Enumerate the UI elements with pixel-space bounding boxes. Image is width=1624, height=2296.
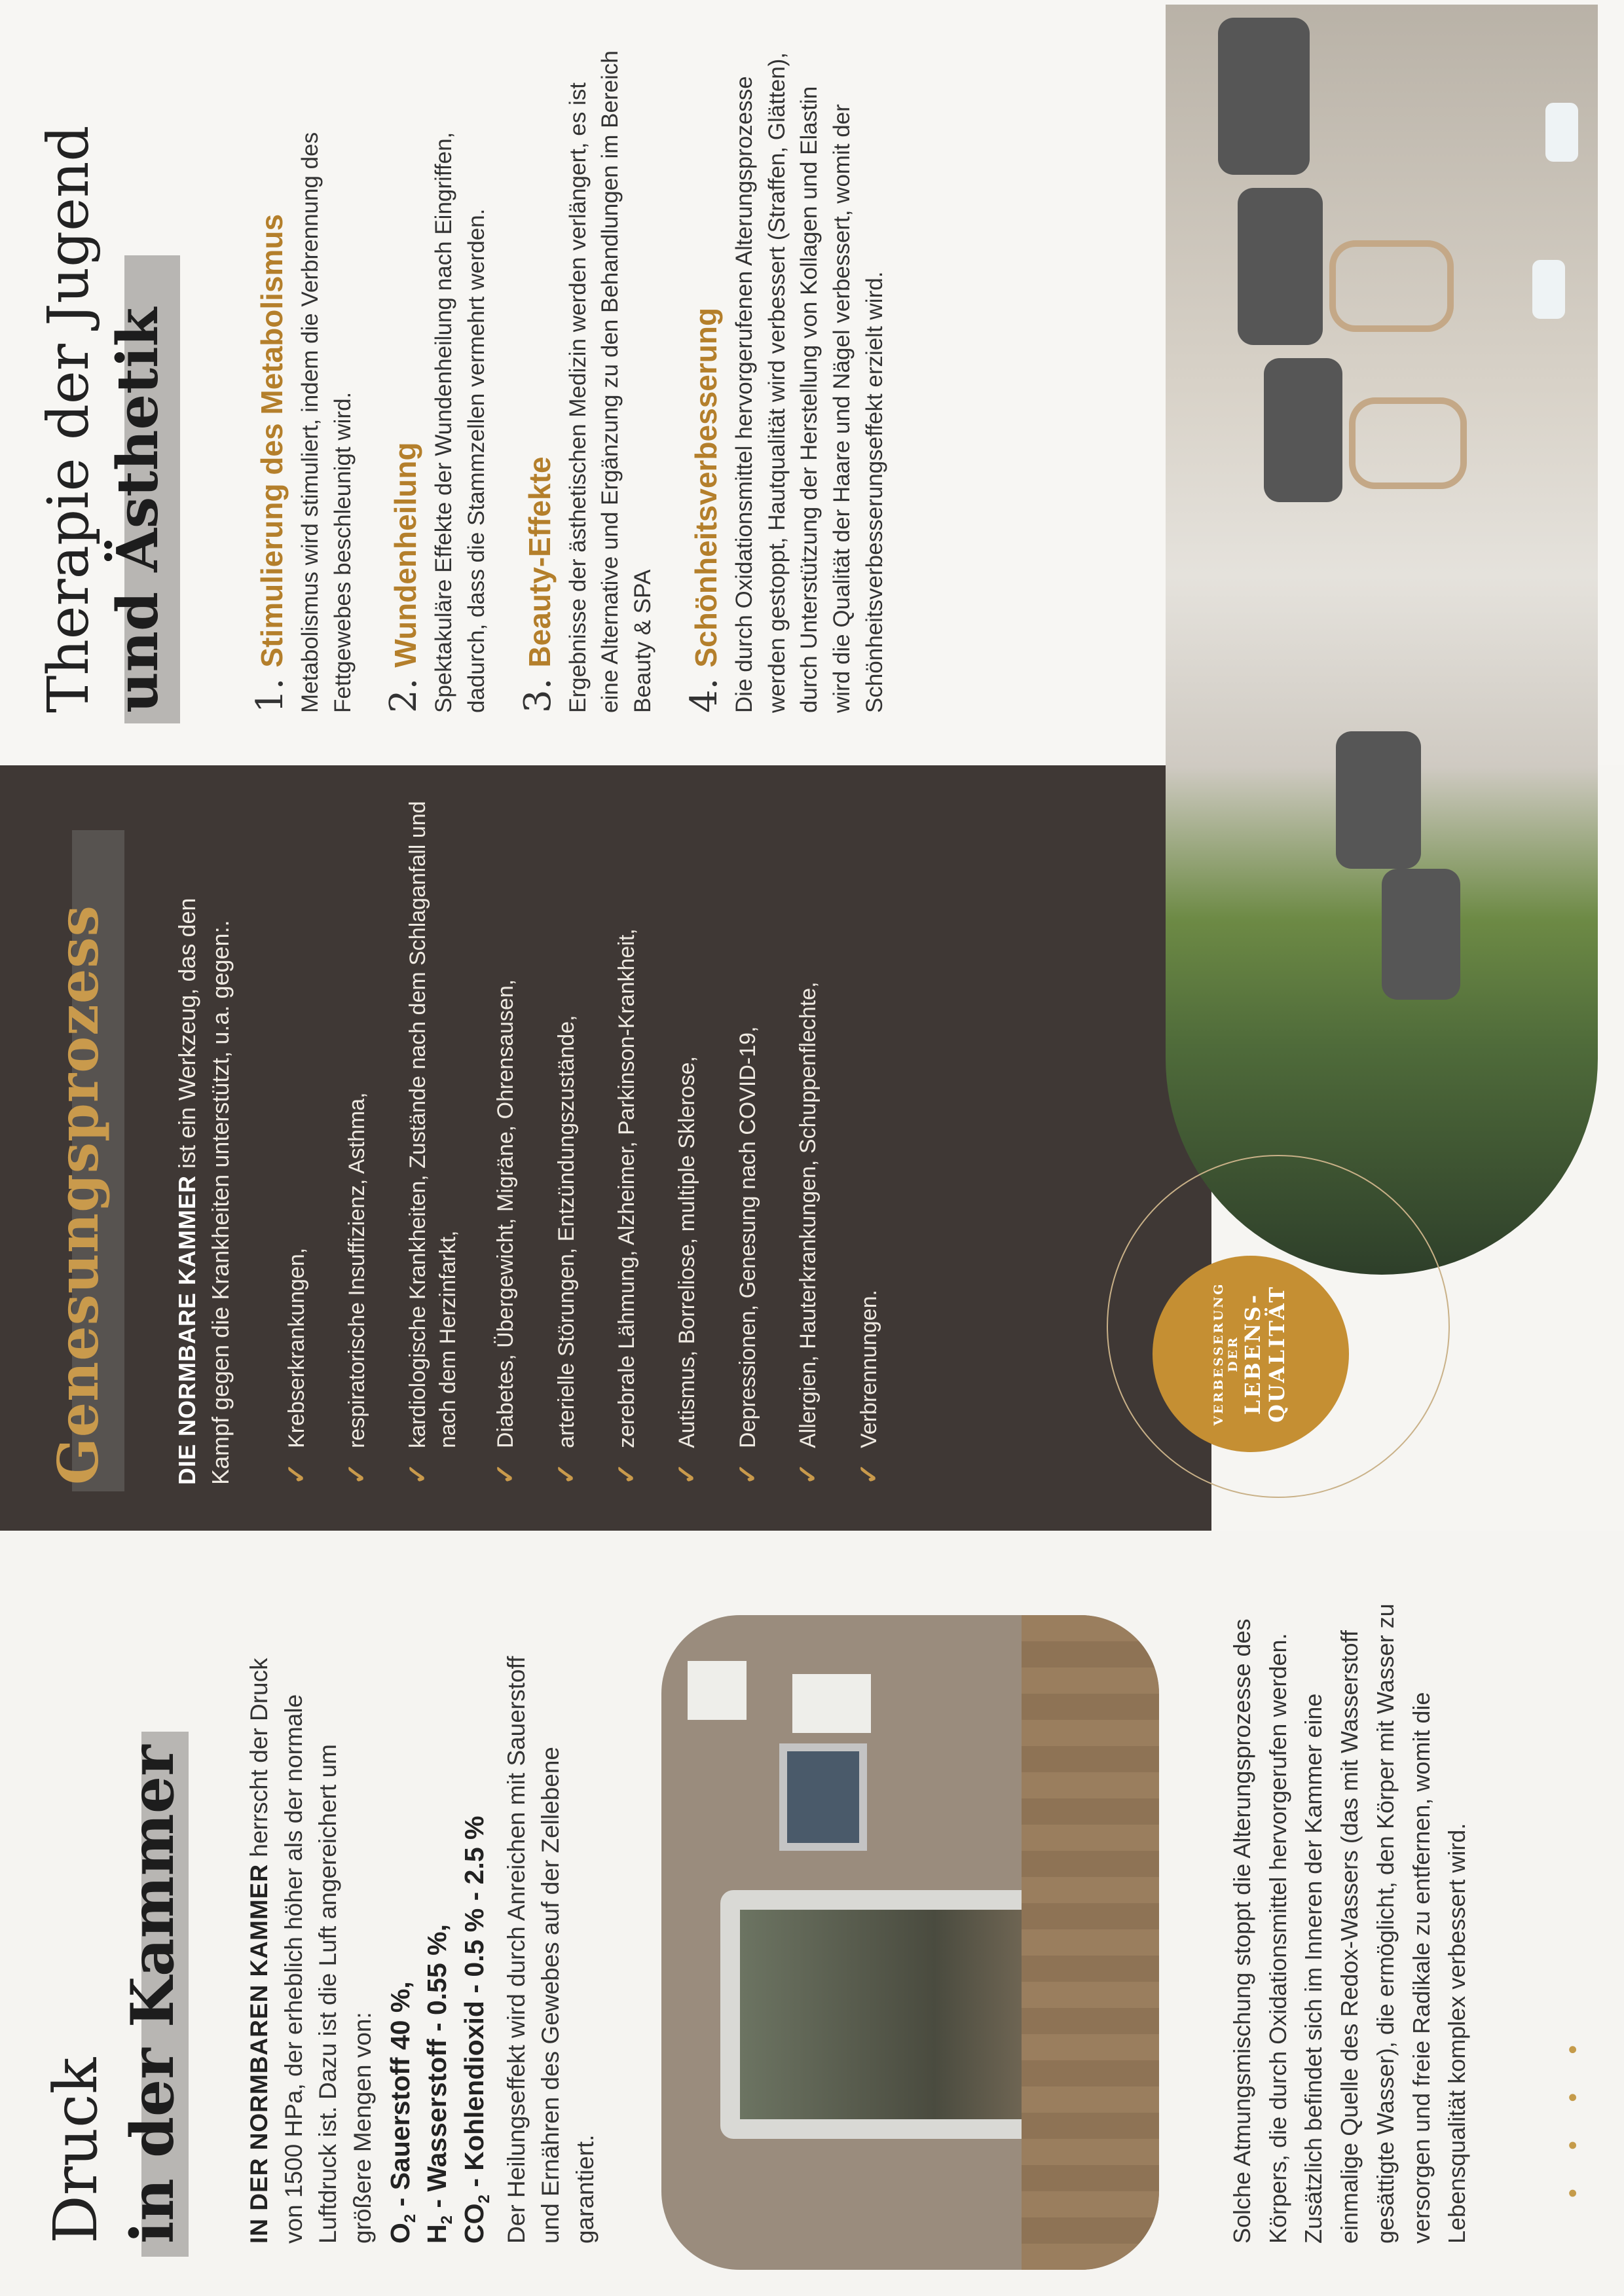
chair-frame bbox=[1349, 397, 1467, 489]
heading-therapie: Therapie der Jugend bbox=[36, 125, 101, 713]
therapy-text: Metabolismus wird stimuliert, indem die Verbrennung des Fettgewebes beschleunigt wird. bbox=[297, 132, 356, 713]
condition-text: Allergien, Hauterkrankungen, Schuppenflechte, bbox=[796, 981, 821, 1448]
condition-text: Diabetes, Übergewicht, Migräne, Ohrensausen, bbox=[493, 979, 519, 1448]
badge-line: QUALITÄT bbox=[1264, 1285, 1289, 1423]
therapy-number: 2. bbox=[382, 678, 426, 713]
list-item bbox=[551, 797, 584, 1485]
list-item bbox=[342, 797, 375, 1485]
left-heading bbox=[41, 1589, 187, 2244]
heading-in-der-kammer: in der Kammer bbox=[118, 1745, 187, 2244]
check-icon: ✓ bbox=[733, 1463, 762, 1485]
quality-badge bbox=[1153, 1256, 1349, 1452]
therapy-label: Schönheitsverbesserung bbox=[688, 307, 723, 668]
mid-intro-text bbox=[170, 830, 237, 1485]
therapy-title bbox=[683, 45, 726, 713]
check-icon: ✓ bbox=[551, 1463, 581, 1485]
condition-text: respiratorische Insuffizienz, Asthma, bbox=[344, 1092, 370, 1448]
check-icon: ✓ bbox=[794, 1463, 823, 1485]
check-icon: ✓ bbox=[491, 1463, 521, 1485]
gas-sub: 2 bbox=[401, 2214, 420, 2223]
condition-text: kardiologische Krankheiten, Zustände nach dem Schlaganfall und nach dem Herzinfarkt, bbox=[405, 801, 461, 1448]
gas-symbol: H bbox=[422, 2224, 452, 2244]
therapy-text: Die durch Oxidationsmittel hervorgerufenen Alterungsprozesse werden gestoppt, Hautqualität wird verbessert (Straffen, Glätten), durch Unterstützung der Herstellung von Kollagen und Elastin wird die Qualität der Haare und Nägel verbessert, womit der Schönheitsverbesserungseffekt erzielt wird. bbox=[731, 52, 887, 713]
list-item bbox=[403, 797, 463, 1485]
gas-sub: 2 bbox=[475, 2195, 493, 2204]
condition-text: Depressionen, Genesung nach COVID-19, bbox=[735, 1026, 760, 1448]
wall-notice bbox=[792, 1674, 871, 1733]
intro-paragraph bbox=[242, 1654, 380, 2244]
chamber-seat bbox=[1336, 731, 1421, 869]
condition-text: Verbrennungen. bbox=[856, 1290, 881, 1448]
list-item bbox=[490, 797, 523, 1485]
heading-bold-wrap bbox=[105, 308, 171, 713]
list-item bbox=[854, 797, 887, 1485]
therapy-number: 1. bbox=[249, 678, 291, 713]
wooden-floor bbox=[1022, 1615, 1159, 2270]
decorative-dots: • • • • bbox=[1559, 2029, 1587, 2198]
chamber-seat bbox=[1382, 869, 1460, 1000]
condition-text: Autismus, Borreliose, multiple Sklerose, bbox=[674, 1055, 700, 1448]
gas-text: - Kohlendioxid - 0.5 % - 2.5 % bbox=[458, 1815, 489, 2195]
heading-bold-wrap bbox=[118, 1745, 187, 2244]
conditions-list bbox=[282, 797, 914, 1485]
intro-text: herrscht der Druck von 1500 HPa, der erheblich höher als der normale Luftdruck ist. Dazu ist die Luft angereichert um größere Mengen von: bbox=[246, 1658, 376, 2244]
check-icon: ✓ bbox=[403, 1463, 432, 1485]
chair-frame bbox=[1329, 240, 1454, 332]
check-icon: ✓ bbox=[612, 1463, 642, 1485]
effect-paragraph: Der Heilungseffekt wird durch Anreichen mit Sauerstoff und Ernähren des Gewebes auf der Zellebene garantiert. bbox=[502, 1656, 599, 2244]
ceiling-light bbox=[1545, 103, 1578, 162]
heading-aesthetik: und Ästhetik bbox=[105, 307, 172, 713]
gas-oxygen bbox=[384, 1654, 420, 2244]
therapy-title bbox=[517, 45, 559, 713]
therapy-number: 3. bbox=[516, 678, 559, 713]
left-bottom-paragraph: Solche Atmungsmischung stoppt die Alterungsprozesse des Körpers, die durch Oxidationsmittel hervorgerufen werden. Zusätzlich befindet sich im Inneren der Kammer eine einmalige Quelle des Redox-Wassers (das mit Wasserstoff gesättigte Wasser), die ermöglicht, den Körper mit Wasser zu versorgen und freie Radikale zu entfernen, womit die Lebensqualität komplex verbessert wird. bbox=[1228, 1603, 1471, 2244]
badge-line: LEBENS- bbox=[1240, 1292, 1266, 1415]
chamber-entrance-photo bbox=[661, 1615, 1159, 2270]
list-item bbox=[672, 797, 705, 1485]
therapy-item bbox=[517, 45, 659, 713]
mid-heading-wrap bbox=[46, 830, 111, 1485]
gas-symbol: CO bbox=[458, 2203, 489, 2244]
chamber-seat bbox=[1218, 18, 1310, 175]
condition-text: zerebrale Lähmung, Alzheimer, Parkinson-Krankheit, bbox=[614, 928, 640, 1448]
intro-text: ist ein Werkzeug, das den Kampf gegen die Krankheiten unterstützt, u.a. gegen:. bbox=[174, 898, 234, 1485]
list-item bbox=[733, 797, 766, 1485]
therapy-label: Beauty-Effekte bbox=[522, 456, 557, 668]
badge-line: VERBESSERUNG bbox=[1211, 1282, 1227, 1426]
gas-sub: 2 bbox=[438, 2215, 456, 2225]
intro-caps: IN DER NORMBAREN KAMMER bbox=[246, 1863, 272, 2244]
check-icon: ✓ bbox=[854, 1463, 883, 1485]
gas-symbol: O bbox=[385, 2223, 416, 2244]
list-item bbox=[793, 797, 826, 1485]
ceiling-light bbox=[1532, 260, 1565, 319]
therapy-label: Wundenheilung bbox=[388, 442, 423, 668]
therapy-title bbox=[249, 45, 291, 713]
chamber-interior-photo bbox=[1166, 5, 1598, 1275]
check-icon: ✓ bbox=[342, 1463, 372, 1485]
gas-text: - Sauerstoff 40 %, bbox=[385, 1981, 416, 2214]
control-panel-screen bbox=[779, 1743, 867, 1851]
gas-text: - Wasserstoff - 0.55 %, bbox=[422, 1923, 452, 2216]
chamber-seat bbox=[1264, 358, 1342, 502]
heading-druck: Druck bbox=[41, 2057, 111, 2244]
left-body-text bbox=[242, 1654, 606, 2244]
therapy-list bbox=[249, 45, 914, 713]
therapy-text: Spektakuläre Effekte der Wundenheilung nach Eingriffen, dadurch, dass die Stammzellen vermehrt werden. bbox=[431, 132, 490, 713]
badge-line: DER bbox=[1226, 1336, 1241, 1372]
gas-hydrogen bbox=[420, 1654, 457, 2244]
gas-co2 bbox=[458, 1654, 494, 2244]
therapy-item bbox=[382, 45, 492, 713]
list-item bbox=[282, 797, 314, 1485]
check-icon: ✓ bbox=[282, 1463, 311, 1485]
wall-notice bbox=[688, 1661, 747, 1720]
chamber-seat bbox=[1238, 188, 1323, 345]
condition-text: arterielle Störungen, Entzündungszustände, bbox=[553, 1015, 579, 1448]
list-item bbox=[612, 797, 644, 1485]
therapy-text: Ergebnisse der ästhetischen Medizin werden verlängert, es ist eine Alternative und Ergänzung zu den Behandlungen im Bereich Beauty & SPA bbox=[564, 50, 656, 713]
check-icon: ✓ bbox=[673, 1463, 702, 1485]
therapy-label: Stimulierung des Metabolismus bbox=[255, 213, 289, 668]
condition-text: Krebserkrankungen, bbox=[284, 1247, 309, 1448]
left-panel-druck bbox=[0, 1531, 1624, 2296]
intro-caps: DIE NORMBARE KAMMER bbox=[174, 1175, 200, 1485]
right-heading bbox=[36, 58, 172, 713]
therapy-title bbox=[382, 45, 425, 713]
therapy-item bbox=[249, 45, 359, 713]
therapy-item bbox=[683, 45, 891, 713]
therapy-number: 4. bbox=[682, 678, 726, 713]
heading-genesungsprozess: Genesungsprozess bbox=[46, 905, 111, 1485]
